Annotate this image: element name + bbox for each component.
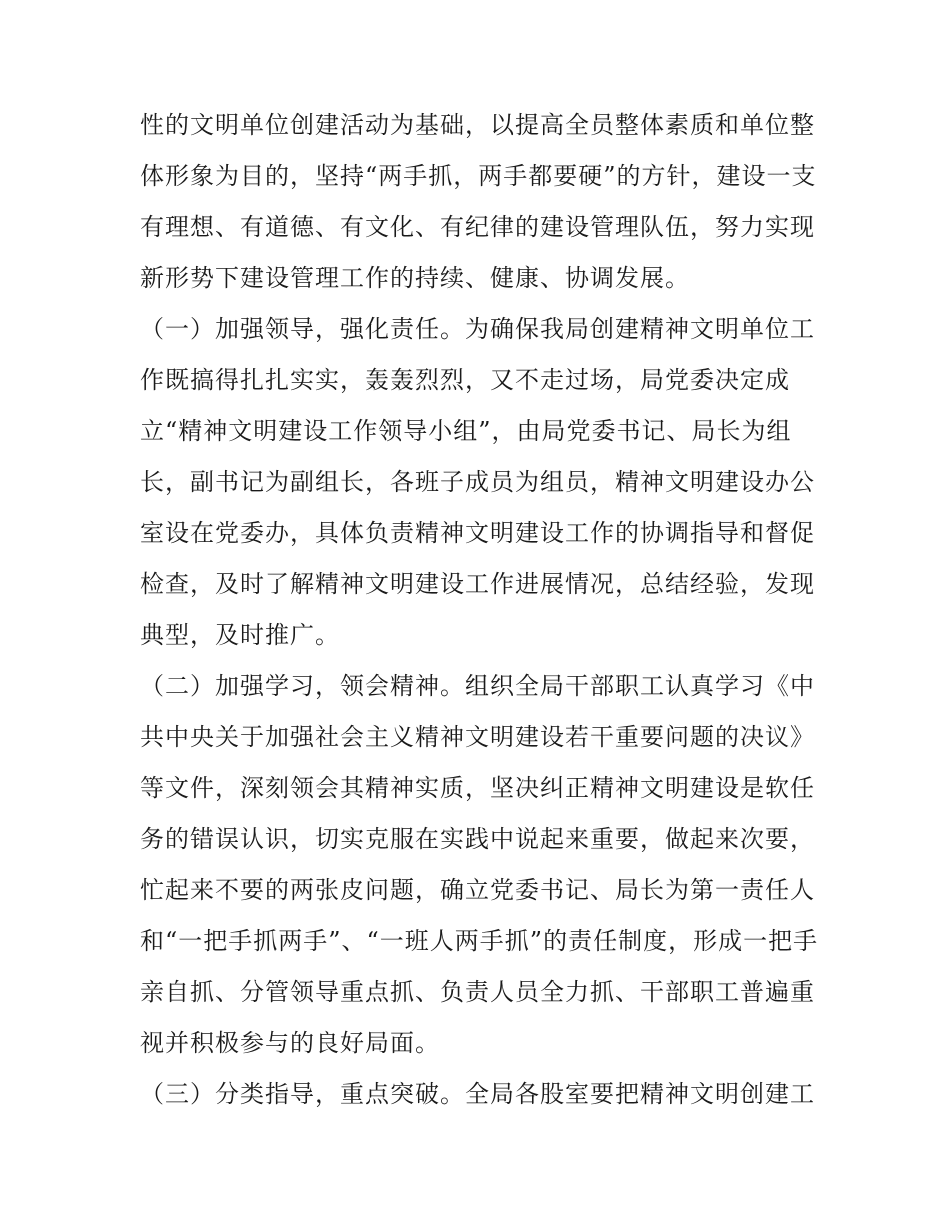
text-line: 亲自抓、分管领导重点抓、负责人员全力抓、干部职工普遍重 xyxy=(140,978,815,1006)
text-line: 检查，及时了解精神文明建设工作进展情况，总结经验，发现 xyxy=(140,570,815,598)
text-line: 室设在党委办，具体负责精神文明建设工作的协调指导和督促 xyxy=(140,519,815,547)
text-line: 性的文明单位创建活动为基础，以提高全员整体素质和单位整 xyxy=(140,111,815,139)
text-line: 作既搞得扎扎实实，轰轰烈烈，又不走过场，局党委决定成 xyxy=(140,366,790,394)
document-body xyxy=(140,100,830,1120)
section-heading-line: （一）加强领导，强化责任。为确保我局创建精神文明单位工 xyxy=(140,315,815,343)
text-line: 务的错误认识，切实克服在实践中说起来重要，做起来次要， xyxy=(140,825,815,853)
text-line: 共中央关于加强社会主义精神文明建设若干重要问题的决议》 xyxy=(140,723,815,751)
text-line: 视并积极参与的良好局面。 xyxy=(140,1029,440,1057)
text-line: 有理想、有道德、有文化、有纪律的建设管理队伍，努力实现 xyxy=(140,213,815,241)
text-line: 忙起来不要的两张皮问题，确立党委书记、局长为第一责任人 xyxy=(140,876,815,904)
section-heading-line: （二）加强学习，领会精神。组织全局干部职工认真学习《中 xyxy=(140,672,815,700)
text-line: 立“精神文明建设工作领导小组”，由局党委书记、局长为组 xyxy=(140,417,792,445)
text-line: 体形象为目的，坚持“两手抓，两手都要硬”的方针，建设一支 xyxy=(140,162,817,190)
text-line: 新形势下建设管理工作的持续、健康、协调发展。 xyxy=(140,264,690,292)
section-heading-line: （三）分类指导，重点突破。全局各股室要把精神文明创建工 xyxy=(140,1080,815,1108)
text-line: 典型，及时推广。 xyxy=(140,621,340,649)
text-line: 长，副书记为副组长，各班子成员为组员，精神文明建设办公 xyxy=(140,468,815,496)
text-line: 等文件，深刻领会其精神实质，坚决纠正精神文明建设是软任 xyxy=(140,774,815,802)
text-line: 和“一把手抓两手”、“一班人两手抓”的责任制度，形成一把手 xyxy=(140,927,819,955)
